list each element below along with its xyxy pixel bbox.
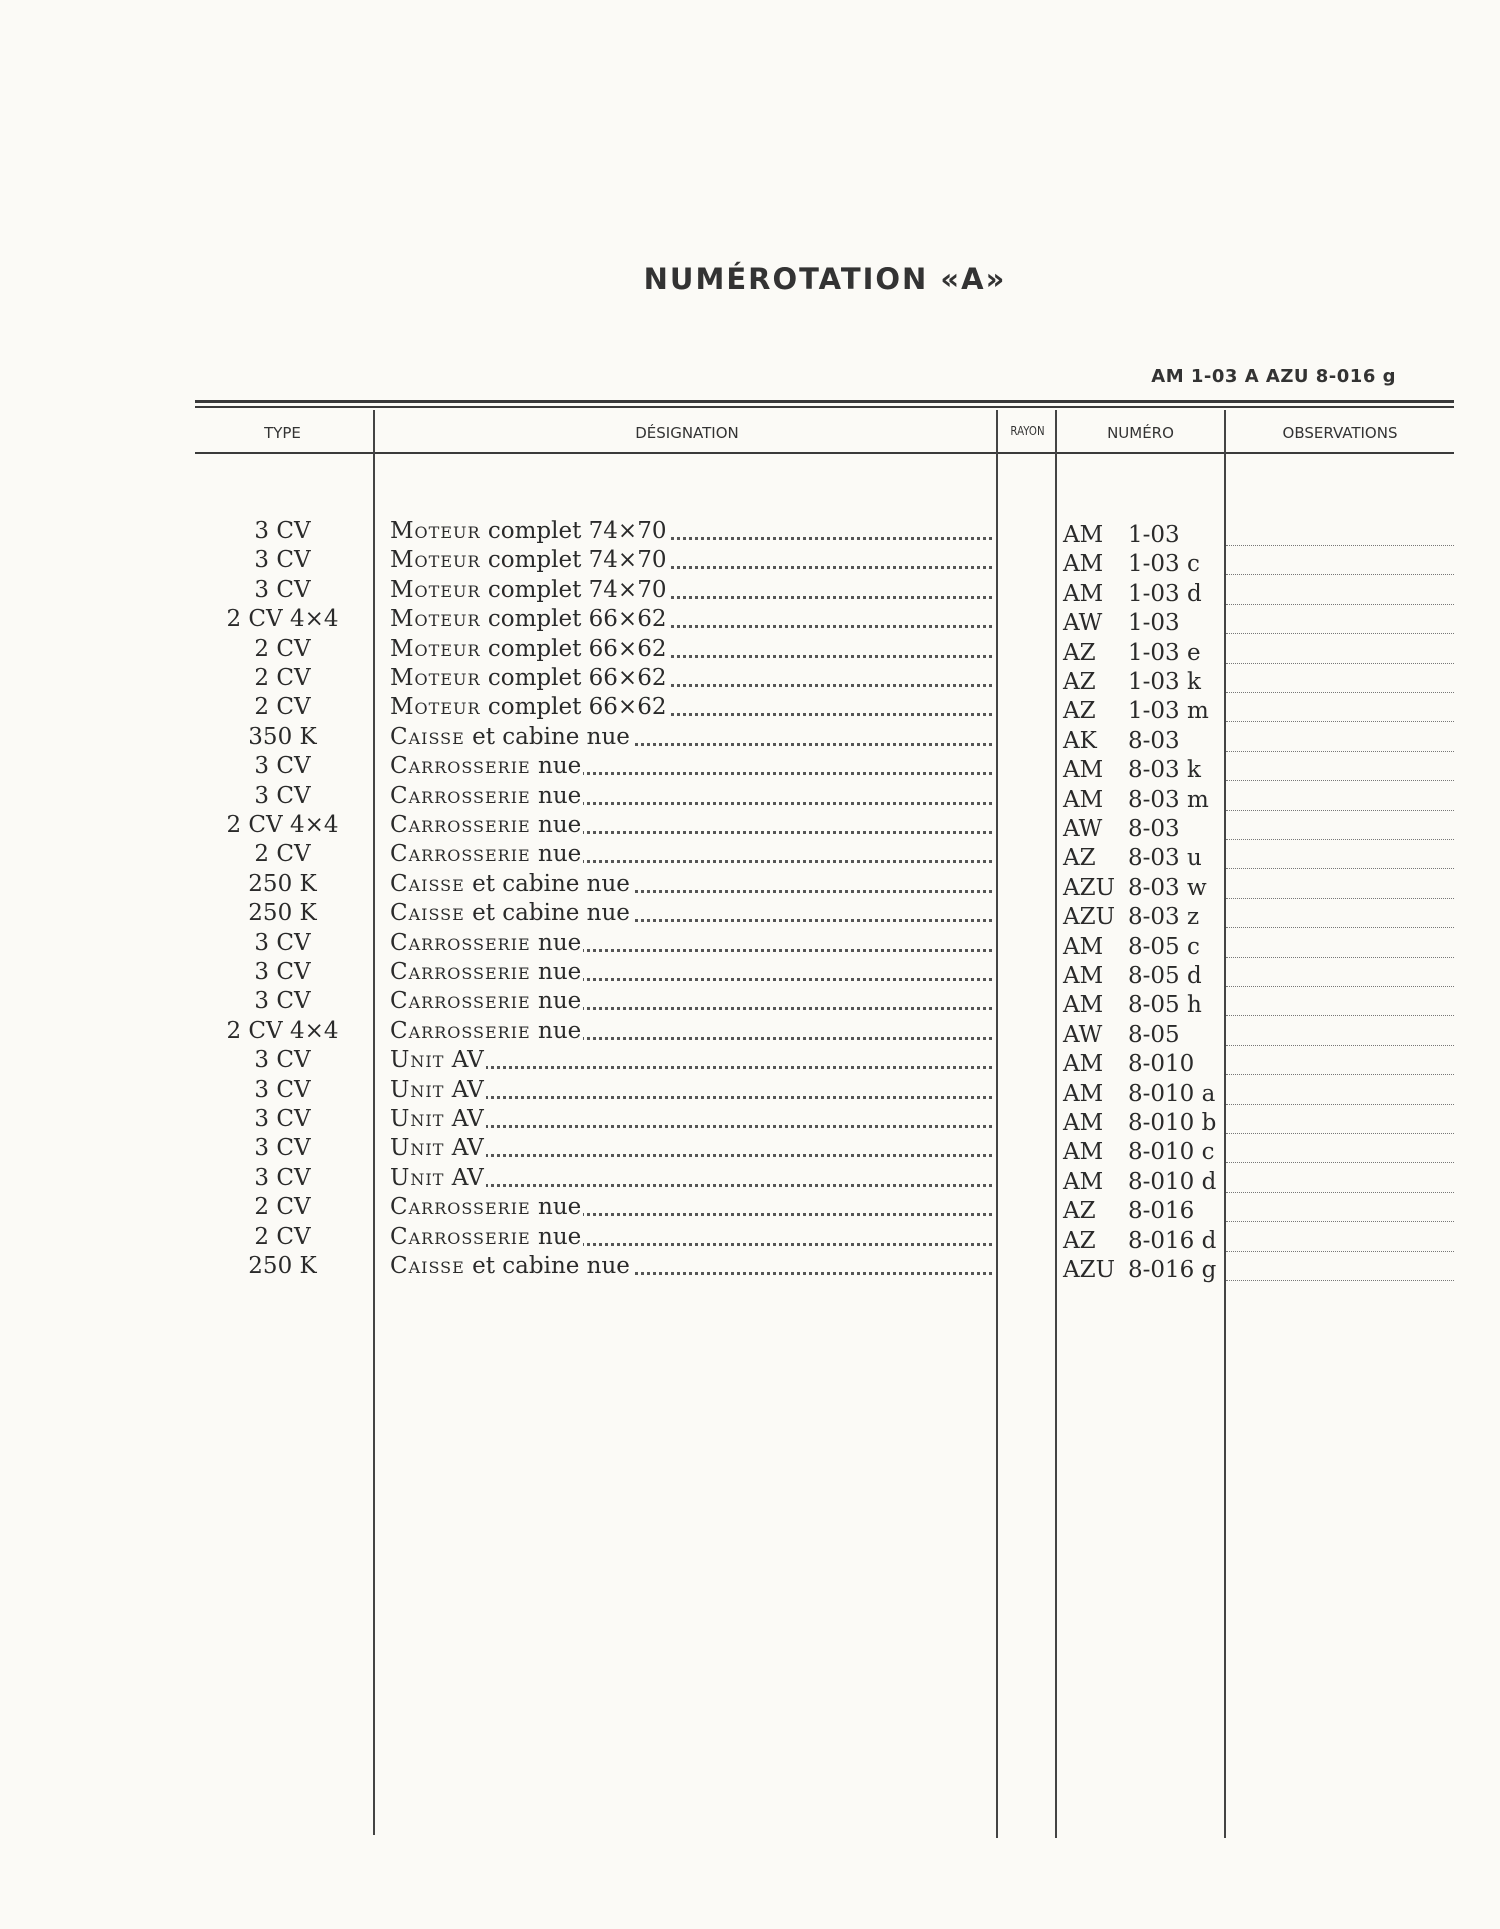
row-type: 2 CV [254,1194,311,1220]
row-number: 8-03 k [1128,757,1201,783]
row-number: 8-05 h [1128,992,1202,1018]
column-divider-rayon [1055,410,1057,1838]
row-number-prefix: AZ [1063,1228,1096,1254]
row-type: 3 CV [254,1047,311,1073]
designation-text [390,1020,583,1043]
row-number: 8-03 [1128,816,1180,842]
designation-text [390,902,632,925]
row-designation [390,638,992,661]
row-number-prefix: AM [1063,757,1104,783]
designation-text [390,726,632,749]
row-number-prefix: AZ [1063,698,1096,724]
row-type: 2 CV [254,1224,311,1250]
top-rule-thin [195,406,1454,408]
row-number: 8-05 d [1128,963,1202,989]
row-type: 2 CV 4×4 [226,606,339,632]
designation-detail: AV [444,1167,484,1190]
row-observations-line [1226,779,1454,781]
row-type: 3 CV [254,547,311,573]
designation-text [390,814,583,837]
designation-name: Unit [390,1137,445,1160]
column-divider-type [373,410,375,1835]
designation-name: Carrosserie [390,932,531,955]
row-number: 8-03 z [1128,904,1200,930]
number-range-label: AM 1-03 A AZU 8-016 g [1151,366,1396,387]
designation-name: Caisse [390,1255,465,1278]
header-rayon: RAYON [1010,424,1045,438]
row-number: 1-03 e [1128,640,1201,666]
row-designation [390,1196,992,1219]
row-designation [390,990,992,1013]
row-observations-line [1226,985,1454,987]
row-observations-line [1226,1250,1454,1252]
row-number: 1-03 c [1128,551,1200,577]
designation-detail: complet 74×70 [480,520,667,543]
row-designation [390,696,992,719]
header-designation: DÉSIGNATION [635,424,739,442]
designation-text [390,990,583,1013]
designation-text [390,785,583,808]
designation-name: Carrosserie [390,843,531,866]
row-type: 3 CV [254,930,311,956]
row-type: 3 CV [254,753,311,779]
designation-text [390,1049,486,1072]
row-type: 250 K [248,871,317,897]
designation-detail: nue [530,932,582,955]
row-number: 8-010 [1128,1051,1195,1077]
designation-name: Moteur [390,608,481,631]
column-divider-designation [996,410,998,1838]
designation-detail: nue [530,814,582,837]
designation-name: Moteur [390,667,481,690]
row-observations-line [1226,1073,1454,1075]
row-number-prefix: AM [1063,1051,1104,1077]
row-observations-line [1226,632,1454,634]
row-designation [390,667,992,690]
row-number: 8-03 w [1128,875,1207,901]
designation-detail: complet 66×62 [480,608,667,631]
designation-text [390,1226,583,1249]
row-number-prefix: AM [1063,1110,1104,1136]
designation-detail: complet 66×62 [480,667,667,690]
row-number: 8-016 d [1128,1228,1217,1254]
row-designation [390,608,992,631]
designation-detail: AV [444,1137,484,1160]
row-type: 2 CV 4×4 [226,1018,339,1044]
designation-name: Carrosserie [390,990,531,1013]
row-number-prefix: AM [1063,1081,1104,1107]
row-type: 2 CV [254,636,311,662]
row-designation [390,785,992,808]
row-type: 2 CV [254,694,311,720]
designation-name: Caisse [390,726,465,749]
designation-detail: complet 66×62 [480,638,667,661]
row-designation [390,1137,992,1160]
designation-name: Moteur [390,638,481,661]
row-designation [390,1079,992,1102]
designation-name: Unit [390,1108,445,1131]
designation-detail: nue [530,1226,582,1249]
row-number-prefix: AM [1063,581,1104,607]
row-number: 8-016 [1128,1198,1195,1224]
row-number-prefix: AM [1063,963,1104,989]
designation-text [390,932,583,955]
row-observations-line [1226,956,1454,958]
designation-text [390,1255,632,1278]
row-observations-line [1226,867,1454,869]
designation-detail: et cabine nue [464,873,630,896]
designation-text [390,638,668,661]
row-number-prefix: AW [1063,816,1103,842]
row-number-prefix: AK [1063,728,1097,754]
row-observations-line [1226,573,1454,575]
row-observations-line [1226,662,1454,664]
row-number: 8-03 m [1128,787,1209,813]
designation-name: Carrosserie [390,755,531,778]
designation-detail: et cabine nue [464,726,630,749]
row-designation [390,1020,992,1043]
designation-text [390,961,583,984]
row-observations-line [1226,720,1454,722]
designation-detail: nue [530,755,582,778]
row-designation [390,579,992,602]
designation-text [390,549,668,572]
row-designation [390,1049,992,1072]
row-type: 3 CV [254,783,311,809]
designation-detail: AV [444,1108,484,1131]
designation-name: Moteur [390,549,481,572]
row-type: 2 CV 4×4 [226,812,339,838]
designation-name: Unit [390,1079,445,1102]
designation-name: Carrosserie [390,785,531,808]
row-designation [390,726,992,749]
row-type: 3 CV [254,577,311,603]
header-observations: OBSERVATIONS [1282,424,1398,442]
row-observations-line [1226,544,1454,546]
designation-name: Carrosserie [390,814,531,837]
designation-detail: nue [530,961,582,984]
row-number-prefix: AZ [1063,845,1096,871]
designation-detail: nue [530,990,582,1013]
designation-name: Carrosserie [390,961,531,984]
row-type: 2 CV [254,841,311,867]
row-designation [390,1255,992,1278]
row-observations-line [1226,691,1454,693]
row-designation [390,549,992,572]
row-number-prefix: AM [1063,934,1104,960]
row-number: 8-010 d [1128,1169,1217,1195]
row-number: 8-05 c [1128,934,1200,960]
designation-name: Caisse [390,902,465,925]
designation-name: Moteur [390,579,481,602]
row-observations-line [1226,603,1454,605]
row-number: 8-010 b [1128,1110,1217,1136]
row-observations-line [1226,1220,1454,1222]
row-number: 8-03 u [1128,845,1202,871]
row-type: 3 CV [254,1077,311,1103]
designation-detail: nue [530,1196,582,1219]
row-designation [390,520,992,543]
header-numero: NUMÉRO [1107,424,1174,442]
row-number-prefix: AW [1063,1022,1103,1048]
row-type: 2 CV [254,665,311,691]
row-number-prefix: AZU [1063,875,1115,901]
page-title: NUMÉROTATION «A» [643,262,1007,296]
designation-text [390,667,668,690]
designation-text [390,520,668,543]
row-designation [390,843,992,866]
designation-name: Unit [390,1049,445,1072]
row-observations-line [1226,809,1454,811]
designation-name: Moteur [390,520,481,543]
designation-detail: complet 74×70 [480,549,667,572]
designation-text [390,608,668,631]
row-observations-line [1226,1103,1454,1105]
designation-text [390,755,583,778]
row-designation [390,932,992,955]
designation-name: Carrosserie [390,1226,531,1249]
row-number-prefix: AZ [1063,640,1096,666]
row-designation [390,902,992,925]
row-designation [390,814,992,837]
row-number: 8-010 c [1128,1139,1215,1165]
row-designation [390,961,992,984]
row-type: 350 K [248,724,317,750]
row-observations-line [1226,838,1454,840]
designation-detail: nue [530,785,582,808]
row-type: 3 CV [254,518,311,544]
row-designation [390,1167,992,1190]
row-type: 3 CV [254,1165,311,1191]
row-number: 8-03 [1128,728,1180,754]
designation-name: Unit [390,1167,445,1190]
row-number: 8-010 a [1128,1081,1216,1107]
designation-text [390,579,668,602]
designation-name: Carrosserie [390,1196,531,1219]
designation-detail: nue [530,843,582,866]
row-observations-line [1226,926,1454,928]
row-number: 8-05 [1128,1022,1180,1048]
row-number: 1-03 m [1128,698,1209,724]
designation-text [390,1196,583,1219]
designation-text [390,1108,486,1131]
row-number: 8-016 g [1128,1257,1217,1283]
designation-detail: et cabine nue [464,1255,630,1278]
row-number-prefix: AZ [1063,669,1096,695]
designation-detail: nue [530,1020,582,1043]
designation-text [390,1167,486,1190]
header-type: TYPE [264,424,301,442]
row-number: 1-03 [1128,610,1180,636]
row-number-prefix: AM [1063,1169,1104,1195]
designation-detail: AV [444,1049,484,1072]
designation-name: Carrosserie [390,1020,531,1043]
row-designation [390,1226,992,1249]
row-number: 1-03 k [1128,669,1201,695]
designation-text [390,1137,486,1160]
row-observations-line [1226,750,1454,752]
row-type: 3 CV [254,959,311,985]
designation-detail: complet 74×70 [480,579,667,602]
row-type: 250 K [248,1253,317,1279]
row-number: 1-03 [1128,522,1180,548]
row-number-prefix: AZU [1063,904,1115,930]
row-designation [390,1108,992,1131]
row-observations-line [1226,1279,1454,1281]
designation-text [390,1079,486,1102]
row-designation [390,873,992,896]
row-number-prefix: AZU [1063,1257,1115,1283]
designation-detail: et cabine nue [464,902,630,925]
row-number-prefix: AZ [1063,1198,1096,1224]
row-observations-line [1226,1044,1454,1046]
row-type: 250 K [248,900,317,926]
row-number-prefix: AW [1063,610,1103,636]
header-bottom-rule [195,452,1454,454]
row-type: 3 CV [254,1135,311,1161]
designation-name: Caisse [390,873,465,896]
row-designation [390,755,992,778]
row-type: 3 CV [254,1106,311,1132]
row-type: 3 CV [254,988,311,1014]
designation-text [390,696,668,719]
row-observations-line [1226,1191,1454,1193]
row-number-prefix: AM [1063,787,1104,813]
row-number-prefix: AM [1063,1139,1104,1165]
row-observations-line [1226,1014,1454,1016]
row-number-prefix: AM [1063,551,1104,577]
row-observations-line [1226,1161,1454,1163]
designation-text [390,843,583,866]
designation-name: Moteur [390,696,481,719]
top-rule-thick [195,400,1454,403]
row-observations-line [1226,1132,1454,1134]
row-number: 1-03 d [1128,581,1202,607]
row-observations-line [1226,897,1454,899]
designation-detail: AV [444,1079,484,1102]
row-number-prefix: AM [1063,992,1104,1018]
row-number-prefix: AM [1063,522,1104,548]
designation-text [390,873,632,896]
designation-detail: complet 66×62 [480,696,667,719]
